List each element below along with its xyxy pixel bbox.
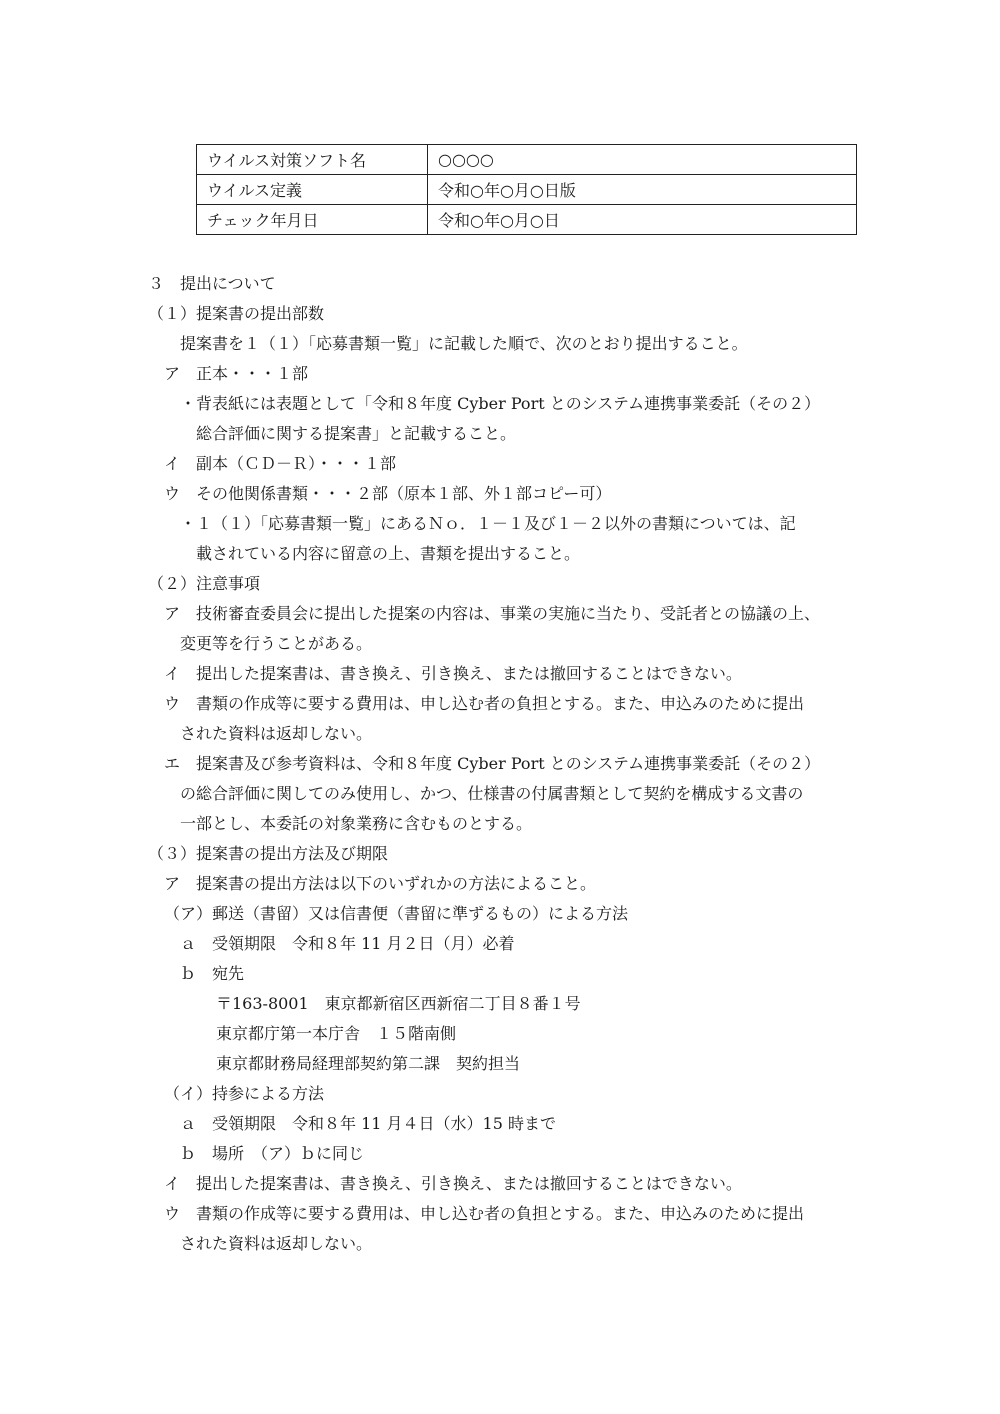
bullet-line: 載されている内容に留意の上、書類を提出すること。 (196, 544, 581, 563)
list-item: ウ その他関係書類・・・２部（原本１部、外１部コピー可） (164, 484, 612, 503)
list-item: ア 正本・・・１部 (164, 364, 309, 383)
table-cell-label: ウイルス定義 (197, 175, 428, 205)
subsection-heading: （３）提案書の提出方法及び期限 (148, 844, 389, 863)
paragraph-line: された資料は返却しない。 (180, 1234, 373, 1253)
paragraph-line: の総合評価に関してのみ使用し、かつ、仕様書の付属書類として契約を構成する文書の (180, 784, 804, 803)
table-row (197, 175, 857, 205)
list-item: イ 副本（ＣＤ－Ｒ）・・・１部 (164, 454, 397, 473)
bullet-line: ・背表紙には表題として「令和８年度 Cyber Port とのシステム連携事業委託（その２） (180, 394, 821, 413)
sub-list-item: （イ）持参による方法 (164, 1084, 325, 1103)
sub-sub-list-item: ｂ 場所 （ア）ｂに同じ (180, 1144, 365, 1163)
paragraph-line: された資料は返却しない。 (180, 724, 373, 743)
paragraph-line: 一部とし、本委託の対象業務に含むものとする。 (180, 814, 533, 833)
paragraph-line: 提案書を１（１）「応募書類一覧」に記載した順で、次のとおり提出すること。 (180, 334, 748, 353)
sub-list-item: （ア）郵送（書留）又は信書便（書留に準ずるもの）による方法 (164, 904, 629, 923)
table-cell-value: ○○○○ (428, 145, 857, 175)
list-item: イ 提出した提案書は、書き換え、引き換え、または撤回することはできない。 (164, 664, 742, 683)
table-row (197, 145, 857, 175)
subsection-heading: （１）提案書の提出部数 (148, 304, 325, 323)
list-item: ウ 書類の作成等に要する費用は、申し込む者の負担とする。また、申込みのために提出 (164, 1204, 805, 1223)
section-heading: ３ 提出について (148, 274, 276, 293)
table-cell-label: チェック年月日 (197, 205, 428, 235)
list-item: ア 技術審査委員会に提出した提案の内容は、事業の実施に当たり、受託者との協議の上、 (164, 604, 821, 623)
paragraph-line: 変更等を行うことがある。 (180, 634, 373, 653)
address-line: 東京都庁第一本庁舎 １５階南側 (216, 1024, 457, 1043)
bullet-line: 総合評価に関する提案書」と記載すること。 (196, 424, 517, 443)
address-line: 東京都財務局経理部契約第二課 契約担当 (216, 1054, 521, 1073)
sub-sub-list-item: ｂ 宛先 (180, 964, 245, 983)
list-item: ア 提案書の提出方法は以下のいずれかの方法によること。 (164, 874, 597, 893)
table-cell-value: 令和○年○月○日 (428, 205, 857, 235)
list-item: イ 提出した提案書は、書き換え、引き換え、または撤回することはできない。 (164, 1174, 742, 1193)
address-line: 〒163-8001 東京都新宿区西新宿二丁目８番１号 (216, 994, 581, 1013)
list-item: エ 提案書及び参考資料は、令和８年度 Cyber Port とのシステム連携事業委託（その２） (164, 754, 821, 773)
table-row (197, 205, 857, 235)
antivirus-info-table (196, 144, 857, 235)
sub-sub-list-item: ａ 受領期限 令和８年 11 月２日（月）必着 (180, 934, 515, 953)
sub-sub-list-item: ａ 受領期限 令和８年 11 月４日（水）15 時まで (180, 1114, 556, 1133)
table-cell-label: ウイルス対策ソフト名 (197, 145, 428, 175)
table-cell-value: 令和○年○月○日版 (428, 175, 857, 205)
subsection-heading: （２）注意事項 (148, 574, 261, 593)
bullet-line: ・１（１）「応募書類一覧」にあるＮｏ．１－１及び１－２以外の書類については、記 (180, 514, 796, 533)
list-item: ウ 書類の作成等に要する費用は、申し込む者の負担とする。また、申込みのために提出 (164, 694, 805, 713)
